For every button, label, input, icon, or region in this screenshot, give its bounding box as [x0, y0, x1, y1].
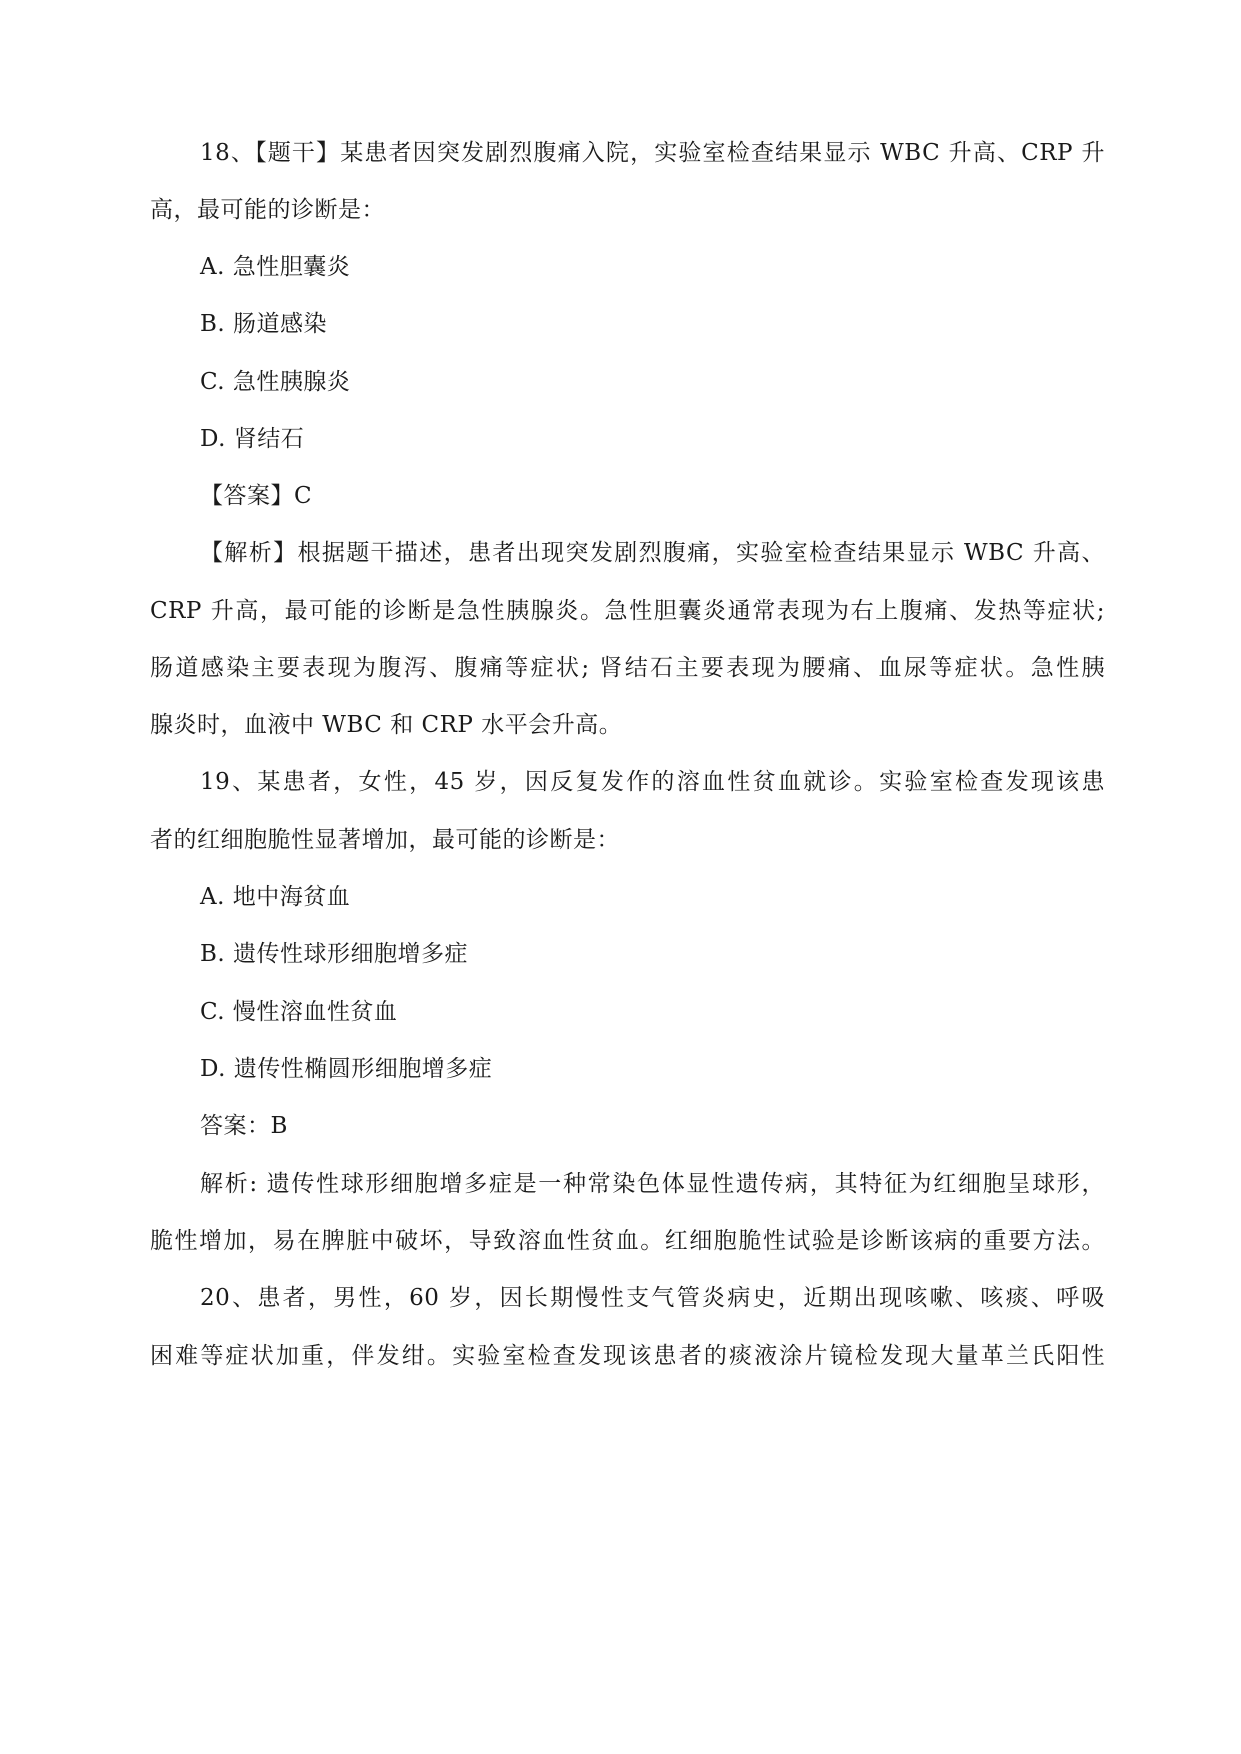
q19-explanation-line-2: 脆性增加，易在脾脏中破坏，导致溶血性贫血。红细胞脆性试验是诊断该病的重要方法。	[150, 1228, 1105, 1254]
q18-stem-line-2: 高，最可能的诊断是：	[150, 197, 385, 223]
q19-stem-line-1: 19、某患者，女性，45 岁，因反复发作的溶血性贫血就诊。实验室检查发现该患	[200, 769, 1105, 795]
q19-explanation-line-1: 解析: 遗传性球形细胞增多症是一种常染色体显性遗传病，其特征为红细胞呈球形，	[200, 1171, 1105, 1197]
q18-stem-line-1: 18、【题干】某患者因突发剧烈腹痛入院，实验室检查结果显示 WBC 升高、CRP 升	[200, 140, 1105, 166]
q18-explanation-line-1: 【解析】根据题干描述，患者出现突发剧烈腹痛，实验室检查结果显示 WBC 升高、	[200, 540, 1105, 566]
q19-option-a: A. 地中海贫血	[200, 884, 351, 910]
q18-explanation-line-4: 腺炎时，血液中 WBC 和 CRP 水平会升高。	[150, 712, 623, 738]
q18-option-b: B. 肠道感染	[200, 311, 328, 337]
q19-answer: 答案：B	[200, 1113, 288, 1139]
q18-explanation-line-3: 肠道感染主要表现为腹泻、腹痛等症状; 肾结石主要表现为腰痛、血尿等症状。急性胰	[150, 655, 1105, 681]
q20-stem-line-1: 20、患者，男性，60 岁，因长期慢性支气管炎病史，近期出现咳嗽、咳痰、呼吸	[200, 1285, 1105, 1311]
q19-option-c: C. 慢性溶血性贫血	[200, 999, 398, 1025]
q20-stem-line-2: 困难等症状加重，伴发绀。实验室检查发现该患者的痰液涂片镜检发现大量革兰氏阳性	[150, 1343, 1105, 1369]
q18-explanation-line-2: CRP 升高，最可能的诊断是急性胰腺炎。急性胆囊炎通常表现为右上腹痛、发热等症状;	[150, 598, 1105, 624]
q18-answer: 【答案】C	[200, 483, 313, 509]
q19-option-b: B. 遗传性球形细胞增多症	[200, 941, 469, 967]
q18-option-c: C. 急性胰腺炎	[200, 369, 351, 395]
q19-option-d: D. 遗传性椭圆形细胞增多症	[200, 1056, 493, 1082]
q19-stem-line-2: 者的红细胞脆性显著增加，最可能的诊断是：	[150, 827, 620, 853]
q18-option-a: A. 急性胆囊炎	[200, 254, 351, 280]
q18-option-d: D. 肾结石	[200, 426, 305, 452]
